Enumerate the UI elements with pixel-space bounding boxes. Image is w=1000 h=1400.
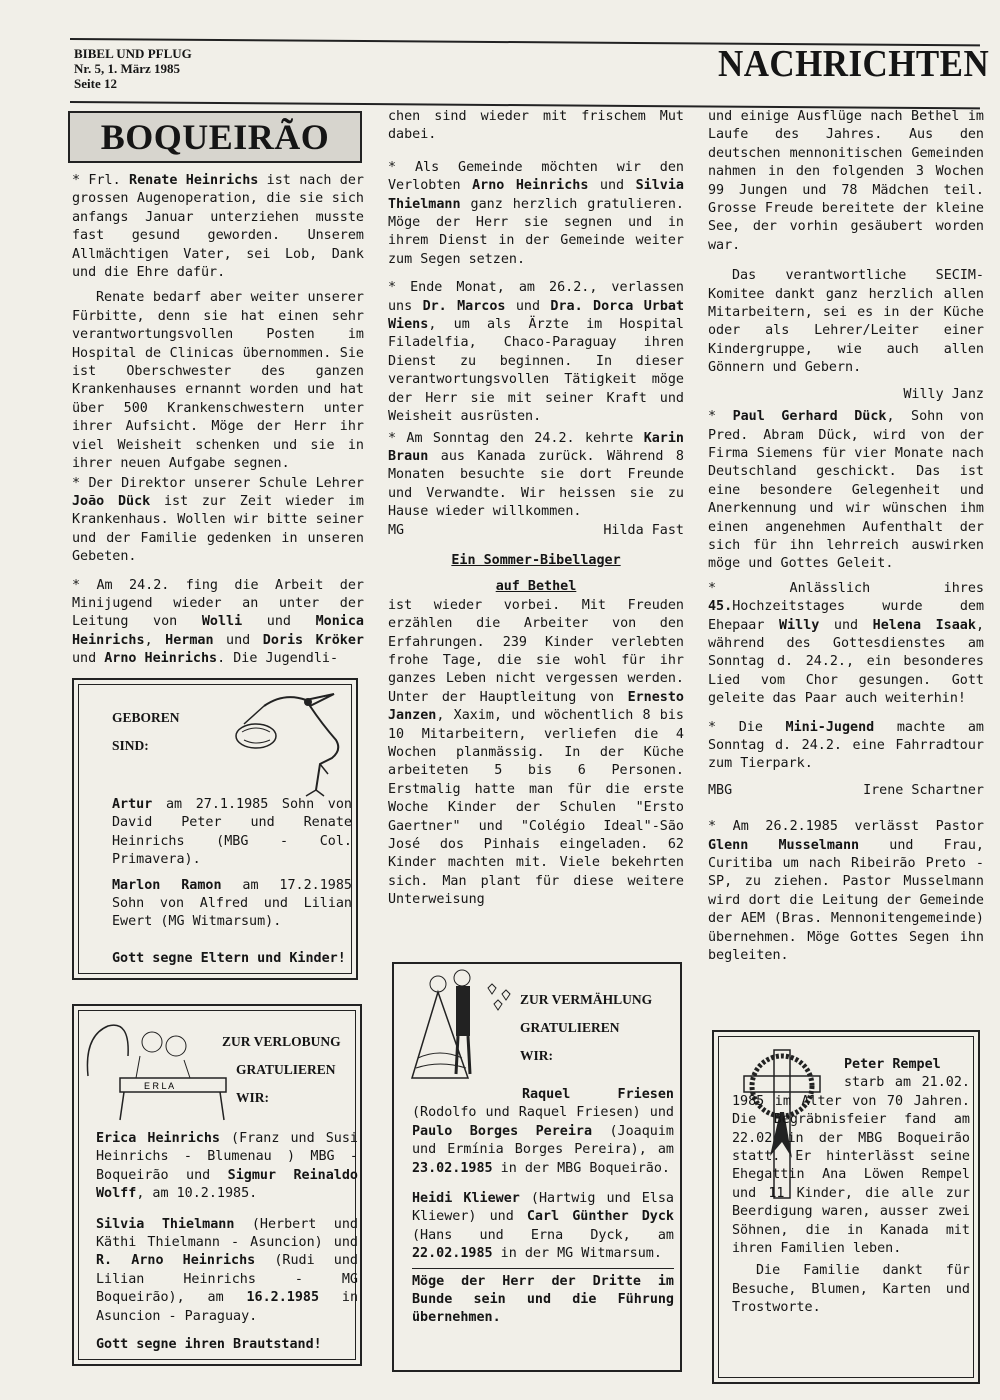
person-name: Monica Heinrichs: [72, 614, 364, 648]
text: * Am Sonntag den 24.2. kehrte: [388, 430, 644, 446]
blessing: [412, 1268, 674, 1328]
text: * Am 26.2.1985 verlässt Pastor: [708, 819, 984, 835]
person-name: Heidi Kliewer: [412, 1191, 520, 1207]
obituary-content: [732, 1056, 970, 1325]
person-name: Willy: [779, 617, 820, 633]
region-title: BOQUEIRÃO: [100, 117, 330, 157]
text: und: [213, 632, 263, 648]
news-item: [388, 108, 684, 145]
person-name: Dr. Marcos: [422, 298, 506, 314]
news-item: [388, 279, 684, 426]
person-name: Dra. Dorca Urbat Wiens: [388, 298, 684, 333]
text: , Sohn von Pred. Abram Dück, wird von der Firma Siemens für vier Monate nach Deutschland geschickt. Das ist eine besondere Gelegenheit und Anerkennung und wir wünschen ihm einen angenehmen Aufenthalt der sich für ihn lehrreich auswirken möge und Gottes Geleit.: [708, 409, 984, 572]
bench-lettering: E R L A: [144, 1081, 175, 1091]
article-heading: [388, 552, 684, 570]
box-title: ZUR VERMÄHLUNG: [520, 992, 653, 1007]
text: Die Familie dankt für Besuche, Blumen, Karten und Trostworte.: [732, 1263, 970, 1316]
text: (Rudi und Lilian Heinrichs - MG Boqueirão), am: [96, 1253, 358, 1306]
anniversary-number: 45.: [708, 599, 733, 615]
text: ist nach der grossen Augenoperation, die sie sich anfangs Januar unterziehen musste fast gesund geworden. Unserem Allmächtigen Vater, sei Lob, Dank und die Ehre dafür.: [72, 173, 364, 281]
text: und: [242, 614, 316, 630]
engagement-box-content: [96, 1130, 358, 1361]
text: am 27.1.1985 Sohn von David Peter und Renate Heinrichs (MBG - Col. Primavera).: [112, 797, 352, 868]
box-subtitle: GRATULIEREN: [236, 1062, 336, 1077]
news-item: [388, 597, 684, 910]
text: , während des Gottesdienstes am Sonntag d. 24.2., ein besonderes Lied vom Chor gesungen. Gott geleite das Paar auch weiterhin!: [708, 617, 984, 707]
text: machte am Sonntag d. 24.2. eine Fahrradtour zum Tierpark.: [708, 719, 984, 772]
text: Renate bedarf aber weiter unserer Fürbitte, denn sie hat einen sehr verantwortungsvollen Posten im Hospital de Clinicas übernommen. Sie ist Oberschwester des ganzen Krankenhauses ernannt worden und hat über 500 Krankenschwestern unter ihrer Aufsicht. Möge der Herr ihr viel Weisheit schenken und sie in ihrer neuen Aufgabe segnen.: [72, 290, 364, 472]
person-name: Arno Heinrichs: [104, 651, 218, 667]
text: und: [72, 651, 105, 667]
wedding-entry: [412, 1086, 674, 1178]
text: starb am 21.02. 1985 im Alter von 70 Jahren. Die Begräbnisfeier fand am 22.02 in der MBG Boqueirão statt. Er hinterlässt seine Ehegattin Ana Löwen Rempel und 11 Kinder, die alle zur Beerdigung waren, ausser zwei Söhnen, die in Kanada mit ihren Familien leben.: [732, 1075, 970, 1257]
text: * Die: [708, 719, 786, 735]
news-item: [708, 580, 984, 709]
page-number: Seite 12: [74, 76, 117, 91]
text: ist wieder vorbei. Mit Freuden erzählen die Arbeiter von den Erfahrungen. 239 Kinder verlebten frohe Tage, die sie wohl für ihr ganzes Leben nicht vergessen werden. Unter der Hauptleitung von: [388, 597, 684, 705]
date: 22.02.1985: [412, 1246, 493, 1262]
text: (Herbert und Käthi Thielmann - Asuncion) und: [96, 1216, 358, 1251]
column-1: [72, 172, 364, 676]
region-title-box: [68, 111, 362, 163]
text: (Joaquim und Ermínia Borges Pereira), am: [412, 1123, 674, 1158]
issue-line: Nr. 5, 1. März 1985: [74, 61, 181, 76]
publication-info: [74, 46, 192, 91]
blessing: [96, 1336, 358, 1354]
date: 23.02.1985: [412, 1160, 493, 1176]
author-name: Willy Janz: [903, 386, 984, 402]
column-3: [708, 108, 984, 972]
person-name: Wolli: [201, 614, 243, 630]
congregation-abbr: MG: [388, 522, 405, 538]
group-name: Mini-Jugend: [785, 719, 875, 735]
author-name: Hilda Fast: [603, 522, 684, 538]
wedding-box-content: [412, 1086, 674, 1335]
box-subtitle: SIND:: [112, 738, 149, 753]
engagement-titles: [222, 1028, 341, 1112]
blessing-text: Gott segne Eltern und Kinder!: [112, 950, 346, 966]
engagement-entry: [96, 1130, 358, 1204]
person-name: Carl Günther Dyck: [526, 1209, 674, 1225]
text: ganz herzlich gratulieren. Möge der Herr sie segnen und in ihrem Dienst in der Gemeinde weiter zum Segen setzen.: [388, 196, 684, 267]
text: , um als Ärzte im Hospital Filadelfia, Chaco-Paraguay ihren Dienst zu beginnen. In dieser verantwortungsvollen Tätigkeit möge der Herr sie mit seiner Kraft und Weisheit ausrüsten.: [388, 317, 684, 425]
text: und: [505, 298, 551, 314]
wedding-titles: [520, 986, 652, 1070]
text: in der MBG Boqueirão.: [492, 1160, 670, 1176]
heading-line: auf Bethel: [495, 579, 577, 595]
text: Das verantwortliche SECIM-Komitee dankt ganz herzlich allen Mitarbeitern, sei es in der Küche oder als Lehrer/Leiter einer Kindergruppe, wie auch allen Gönnern und Gebern.: [708, 268, 984, 376]
box-subtitle: WIR:: [520, 1048, 553, 1063]
person-name: Renate Heinrichs: [129, 173, 259, 188]
obituary-text: [732, 1074, 970, 1258]
baby-name: Marlon Ramon: [112, 877, 222, 893]
person-name: R. Arno Heinrichs: [96, 1253, 256, 1269]
person-name: Doris Kröker: [262, 632, 364, 648]
heading-line: Ein Sommer-Bibellager: [451, 552, 621, 568]
box-title: GEBOREN: [112, 710, 180, 725]
section-title: NACHRICHTEN: [718, 43, 990, 85]
author-name: Irene Schartner: [863, 782, 984, 798]
news-item: [708, 818, 984, 965]
congregation-abbr: MBG: [708, 782, 733, 798]
deceased-name: Peter Rempel: [844, 1057, 941, 1072]
baby-name: Artur: [112, 797, 153, 812]
person-name: Herman: [165, 632, 214, 648]
news-item: [72, 577, 364, 669]
couple-on-bench-icon: [80, 1016, 230, 1126]
news-item: [708, 108, 984, 255]
text: Hochzeitstages wurde dem Ehepaar: [708, 599, 984, 633]
text: * Anlässlich ihres: [708, 580, 984, 596]
news-item: [72, 172, 364, 282]
text: in der MG Witmarsum.: [492, 1246, 662, 1262]
box-subtitle: GRATULIEREN: [520, 1020, 620, 1035]
column-2: [388, 108, 684, 917]
person-name: Helena Isaak: [872, 617, 976, 633]
text: * Der Direktor unserer Schule Lehrer: [72, 475, 364, 491]
text: ist zur Zeit wieder im Krankenhaus. Wollen wir bitte seiner und der Familie gedenken in unseren Gebeten.: [72, 493, 364, 565]
wedding-announcement-box: [392, 962, 682, 1372]
text: (Franz und Susi Heinrichs - Blumenau ) MBG - Boqueirão und: [96, 1131, 358, 1183]
text: (Rodolfo und Raquel Friesen) und: [412, 1105, 674, 1121]
person-name: Karin Braun: [388, 430, 684, 464]
news-item: [388, 159, 684, 269]
text: ,: [144, 632, 166, 648]
text: , Xaxim, und wöchentlich 8 bis 10 Mitarbeitern, verliefen die 4 Wochen planmässig. In der Küche arbeiteten 5 bis 6 Personen. Erstmalig hatte man für die erste Woche Kinder der Schulen "Ersto Gaertner" und "Colégio Ideal"-São José dos Pinhais eingeladen. 62 Kinder machten mit. Viele bekehrten sich. Man plant für diese weitere Unterweisung: [388, 708, 684, 908]
person-name: Silvia Thielmann: [96, 1216, 235, 1232]
obituary-box: [712, 1030, 980, 1384]
person-name: Paulo Borges Pereira: [412, 1123, 593, 1139]
news-item: [708, 408, 984, 574]
blessing-text: Gott segne ihren Brautstand!: [96, 1337, 322, 1353]
text: und Frau, Curitiba um nach Ribeirão Preto - SP, zu ziehen. Pastor Musselmann wird dort die Leitung der Gemeinde der AEM (Bras. Mennonitengemeinde) übernehmen. Möge Gottes Segen ihn begleiten.: [708, 837, 984, 964]
birth-box-content: [112, 704, 352, 975]
birth-entry: [112, 877, 352, 932]
text: am 17.2.1985 Sohn von Alfred und Lilian Ewert (MG Witmarsum).: [112, 877, 352, 930]
text: *: [708, 409, 733, 425]
text: (Hans und Erna Dyck, am: [412, 1227, 674, 1243]
box-subtitle: WIR:: [236, 1090, 269, 1105]
text: * Als Gemeinde möchten wir den Verlobten: [388, 159, 684, 194]
text: * Frl.: [72, 173, 130, 188]
person-name: Ernesto Janzen: [388, 689, 684, 724]
engagement-announcement-box: [72, 1004, 362, 1366]
date: 16.2.1985: [246, 1290, 320, 1306]
text: aus Kanada zurück. Während 8 Monaten besuchte sie dort Freunde und Verwandte. Wir heissen sie zu Hause wieder willkommen.: [388, 448, 684, 520]
text: . Die Jugendli-: [217, 651, 339, 667]
deceased-name-line: [844, 1056, 970, 1074]
person-name: Erica Heinrichs: [96, 1131, 220, 1146]
person-name: Raquel Friesen: [522, 1087, 674, 1102]
person-name: Silvia Thielmann: [388, 178, 684, 212]
blessing: [112, 950, 352, 968]
text: * Ende Monat, am 26.2., verlassen uns: [388, 280, 684, 314]
article-heading: [388, 578, 684, 596]
wedding-entry: [412, 1190, 674, 1264]
person-name: Glenn Musselmann: [708, 837, 860, 853]
text: und: [819, 617, 873, 633]
wedding-couple-icon: [398, 968, 522, 1086]
person-name: João Dück: [72, 493, 151, 509]
signature-line: [388, 522, 684, 540]
text: (Hartwig und Elsa Kliewer) und: [412, 1191, 674, 1225]
signature-line: [708, 386, 984, 404]
person-name: Arno Heinrichs: [472, 178, 589, 194]
engagement-entry: [96, 1216, 358, 1326]
text: , am 10.2.1985.: [136, 1186, 258, 1202]
box-title: ZUR VERLOBUNG: [222, 1034, 341, 1049]
news-item: [708, 719, 984, 774]
person-name: Paul Gerhard Dück: [732, 409, 887, 425]
birth-announcement-box: [72, 678, 358, 980]
text: und einige Ausflüge nach Bethel im Laufe des Jahres. Aus den deutschen mennonitischen Gemeinden nahmen in den folgenden 3 Wochen 99 Jungen und 78 Mädchen teil. Grosse Freude bereitete der kleine See, der vorhin gesäubert worden war.: [708, 109, 984, 253]
news-item: [72, 289, 364, 473]
birth-entry: [112, 796, 352, 870]
text: chen sind wieder mit frischem Mut dabei.: [388, 109, 684, 143]
text: in Asuncion - Paraguay.: [96, 1290, 359, 1324]
news-item: [72, 475, 364, 567]
news-item: [388, 430, 684, 522]
news-item: [708, 267, 984, 377]
text: und: [588, 178, 636, 194]
person-name: Sigmur Reinaldo Wolff: [96, 1167, 358, 1202]
publication-name: BIBEL UND PFLUG: [74, 46, 192, 61]
obituary-thanks: [732, 1262, 970, 1317]
text: * Am 24.2. fing die Arbeit der Minijugend wieder an unter der Leitung von: [72, 577, 364, 630]
blessing-text: Möge der Herr der Dritte im Bunde sein und die Führung übernehmen.: [412, 1273, 674, 1326]
signature-line: [708, 782, 984, 800]
